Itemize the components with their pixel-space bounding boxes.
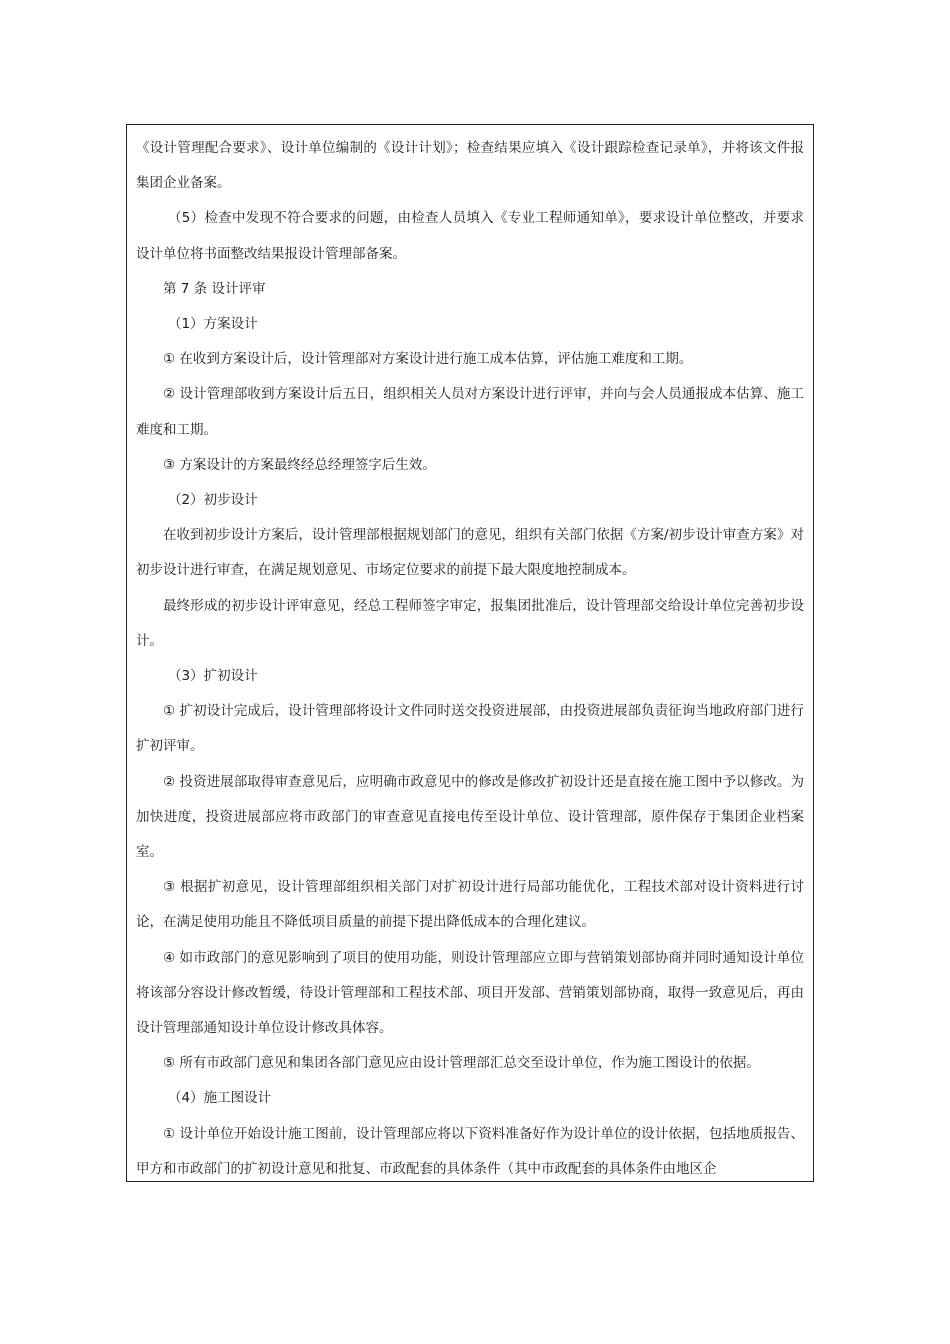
section-heading: （3）扩初设计 xyxy=(168,668,258,685)
list-item: ② 设计管理部收到方案设计后五日，组织相关人员对方案设计进行评审，并向与会人员通报成本估算、施工难度和工期。 xyxy=(136,386,804,438)
list-item: ③ 方案设计的方案最终经总经理签字后生效。 xyxy=(163,456,436,473)
document-body xyxy=(127,125,813,1182)
list-item: ③ 根据扩初意见，设计管理部组织相关部门对扩初设计进行局部功能优化，工程技术部对设计资料进行讨论，在满足使用功能且不降低项目质量的前提下提出降低成本的合理化建议。 xyxy=(136,879,804,931)
article-heading: 第 7 条 设计评审 xyxy=(163,280,266,297)
section-heading: （1）方案设计 xyxy=(168,316,258,333)
list-item: ① 在收到方案设计后，设计管理部对方案设计进行施工成本估算，评估施工难度和工期。 xyxy=(163,351,693,368)
list-item: ① 扩初设计完成后，设计管理部将设计文件同时送交投资进展部，由投资进展部负责征询当地政府部门进行扩初评审。 xyxy=(136,703,804,755)
paragraph: 最终形成的初步设计评审意见，经总工程师签字审定，报集团批准后，设计管理部交给设计单位完善初步设计。 xyxy=(136,597,804,649)
list-item: ④ 如市政部门的意见影响到了项目的使用功能，则设计管理部应立即与营销策划部协商并同时通知设计单位将该部分容设计修改暂缓，待设计管理部和工程技术部、项目开发部、营销策划部协商，取得一致意见后，再由设计管理部通知设计单位设计修改具体容。 xyxy=(136,949,804,1037)
section-heading: （2）初步设计 xyxy=(168,492,258,509)
paragraph: （5）检查中发现不符合要求的问题，由检查人员填入《专业工程师通知单》，要求设计单位整改，并要求设计单位将书面整改结果报设计管理部备案。 xyxy=(136,210,804,262)
paragraph: 《设计管理配合要求》、设计单位编制的《设计计划》；检查结果应填入《设计跟踪检查记录单》，并将该文件报集团企业备案。 xyxy=(136,140,804,192)
paragraph: 在收到初步设计方案后，设计管理部根据规划部门的意见，组织有关部门依据《方案/初步设计审查方案》对初步设计进行审查，在满足规划意见、市场定位要求的前提下最大限度地控制成本。 xyxy=(136,527,804,579)
document-frame xyxy=(126,124,814,1182)
list-item: ⑤ 所有市政部门意见和集团各部门意见应由设计管理部汇总交至设计单位，作为施工图设计的依据。 xyxy=(163,1055,760,1072)
section-heading: （4）施工图设计 xyxy=(168,1090,272,1107)
list-item: ① 设计单位开始设计施工图前，设计管理部应将以下资料准备好作为设计单位的设计依据，包括地质报告、甲方和市政部门的扩初设计意见和批复、市政配套的具体条件（其中市政配套的具体条件由地区企 xyxy=(136,1125,804,1177)
list-item: ② 投资进展部取得审查意见后，应明确市政意见中的修改是修改扩初设计还是直接在施工图中予以修改。为加快进度，投资进展部应将市政部门的审查意见直接电传至设计单位、设计管理部，原件保存于集团企业档案室。 xyxy=(136,773,804,861)
